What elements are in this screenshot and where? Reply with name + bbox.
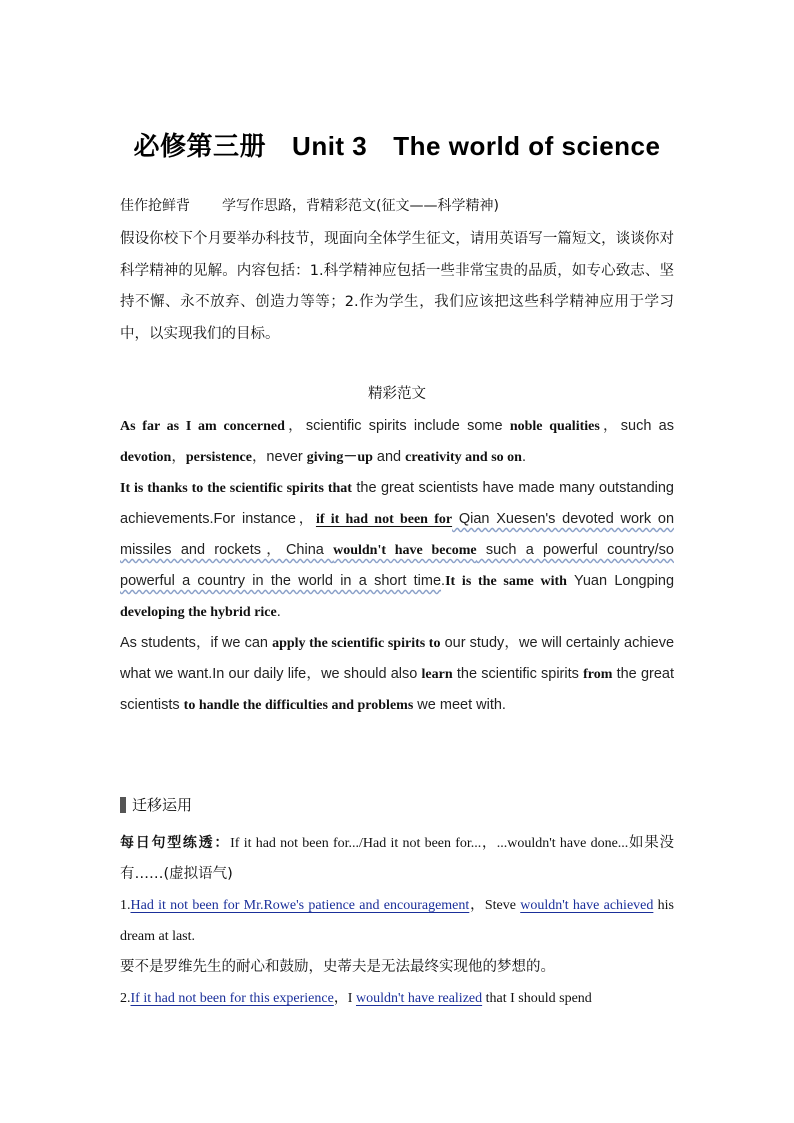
intro-subtitle: 学写作思路，背精彩范文(征文——科学精神) — [222, 198, 499, 214]
phrase: if it had not been for — [315, 512, 453, 527]
answer-blank: If it had not been for this experience — [130, 991, 334, 1006]
section-marker-icon — [120, 797, 126, 813]
page-title — [120, 126, 674, 163]
phrase: learn — [421, 667, 453, 682]
phrase: devotion — [120, 450, 172, 465]
writing-prompt: 假设你校下个月要举办科技节，现面向全体学生征文，请用英语写一篇短文，谈谈你对科学精神的见解。内容包括：1.科学精神应包括一些非常宝贵的品质，如专心致志、坚持不懈、永不放弃、创造力等等；2.作为学生，我们应该把这些科学精神应用于学习中，以实现我们的目标。 — [120, 231, 674, 342]
pattern-text: If it had not been for.../Had it not been for...，...wouldn't have done... — [230, 836, 629, 851]
phrase: It is the same with — [445, 574, 567, 589]
title-cn: 必修第三册 — [133, 131, 267, 161]
pattern-label: 每日句型练透： — [120, 835, 231, 851]
answer-blank: Had it not been for Mr.Rowe's patience and encouragement — [130, 898, 470, 913]
phrase: noble qualities — [509, 419, 600, 434]
essay-paragraph-2: It is thanks to the scientific spirits that the great scientists have made many outstanding achievements.For instance，if it had not been for Qian Xuesen's devoted work on missiles and rockets，China wouldn't have become such a powerful country/so powerful a country in the world in a short time.It is the same with Yuan Longping developing the hybrid rice. — [120, 480, 675, 620]
essay-heading: 精彩范文 — [368, 386, 426, 402]
answer-blank: wouldn't have realized — [355, 991, 483, 1006]
answer-blank: wouldn't have achieved — [520, 898, 654, 913]
phrase: apply the scientific spirits to — [272, 636, 441, 651]
intro-tag: 佳作抢鲜背 — [120, 198, 190, 214]
phrase: It is thanks to the scientific spirits that — [120, 481, 352, 496]
phrase: from — [583, 667, 613, 682]
phrase: wouldn't have become — [333, 543, 477, 558]
phrase: developing the hybrid rice — [120, 605, 277, 620]
phrase: persistence — [185, 450, 252, 465]
title-unit: Unit 3 — [292, 131, 368, 161]
pattern-cn: 如果没有……(虚拟语气) — [120, 835, 674, 882]
essay-paragraph-1: As far as I am concerned，scientific spirits include some noble qualities，such as devotion，persistence，never giving－up and creativity and so on. — [120, 418, 674, 465]
phrase: to handle the difficulties and problems — [183, 698, 414, 713]
exercise-2: 2.If it had not been for this experience，I wouldn't have realized that I should spend — [120, 991, 592, 1006]
exercise-1: 1.Had it not been for Mr.Rowe's patience and encouragement，Steve wouldn't have achieved his dream at last. — [120, 898, 674, 944]
phrase: creativity and so on — [405, 450, 522, 465]
model-essay — [120, 411, 674, 721]
pattern-line — [120, 828, 674, 890]
essay-paragraph-3: As students，if we can apply the scientific spirits to our study，we will certainly achieve what we want.In our daily life，we should also learn the scientific spirits from the great scientists to handle the difficulties and problems we meet with. — [120, 635, 675, 713]
exercise-1-translation: 要不是罗维先生的耐心和鼓励，史蒂夫是无法最终实现他的梦想的。 — [120, 959, 555, 975]
phrase: As far as I am concerned — [120, 419, 285, 434]
intro-header — [120, 196, 674, 216]
practice-section — [120, 828, 674, 1014]
phrase: giving－up — [306, 450, 373, 465]
title-topic: The world of science — [393, 131, 661, 161]
practice-heading: 迁移运用 — [120, 794, 674, 816]
